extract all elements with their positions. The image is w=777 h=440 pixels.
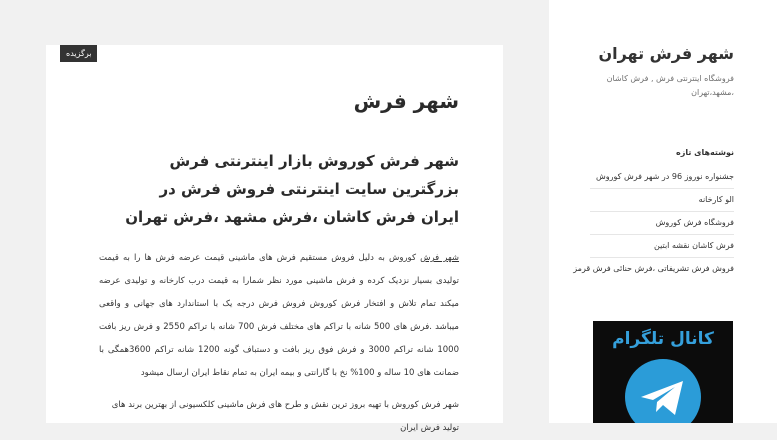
post-heading: شهر فرش کوروش بازار اینترنتی فرش بزرگترین سایت اینترنتی فروش فرش در ایران فرش کاشان ،فرش مشهد ،فرش تهران [125,152,459,226]
post-article [46,45,503,433]
recent-post-item[interactable]: فروشگاه فرش کوروش [590,211,734,234]
post-link[interactable]: شهر فرش [420,253,460,263]
post-paragraph-text: کوروش به دلیل فروش مستقیم فرش های ماشینی قیمت عرضه فرش ها را به قیمت تولیدی بسیار نزدیک کرده و فرش ماشینی مورد نظر شمارا به قیمت درب کارخانه و تولیدی عرضه میکند تمام تلاش و افتخار فرش کوروش فروش فرش درجه یک با استاندارد های جهانی و واقعی میباشد .فرش های 500 شانه با تراکم های مختلف فرش 700 شانه با تراکم 2550 و فرش ریز بافت 1000 شانه تراکم 3000 و فرش فوق ریز بافت و دستباف گونه 1200 شانه تراکم 3600همگی با ضمانت های 10 ساله و 100% نخ با گارانتی و بیمه ایران به تمام نقاط ایران ارسال میشود [99,253,459,378]
recent-posts-title: نوشته‌های تازه [675,148,734,157]
site-title[interactable]: شهر فرش تهران [598,44,734,63]
site-description: فروشگاه اینترنتی فرش , فرش کاشان ،مشهد،تهران [606,74,734,97]
telegram-label: کانال تلگرام [612,329,714,349]
telegram-banner[interactable] [593,321,733,423]
recent-post-item[interactable]: فرش کاشان نقشه ابتین [590,234,734,257]
post-title[interactable]: شهر فرش [353,89,459,113]
post-paragraph-2: شهر فرش کوروش با تهیه بروز ترین نقش و طرح های فرش ماشینی کلکسیونی از بهترین برند های تولید فرش ایران [111,400,459,433]
telegram-icon [625,359,701,423]
post-paragraph [99,247,459,385]
recent-post-item[interactable]: جشنواره نوروز 96 در شهر فرش کوروش [596,172,734,181]
featured-tag[interactable]: برگزیده [60,45,97,62]
recent-posts-list [573,166,734,280]
recent-post-item[interactable]: فروش فرش تشریفاتی ،فرش حنائی فرش قرمز [590,257,734,280]
recent-post-item[interactable]: الو کارخانه [590,188,734,211]
